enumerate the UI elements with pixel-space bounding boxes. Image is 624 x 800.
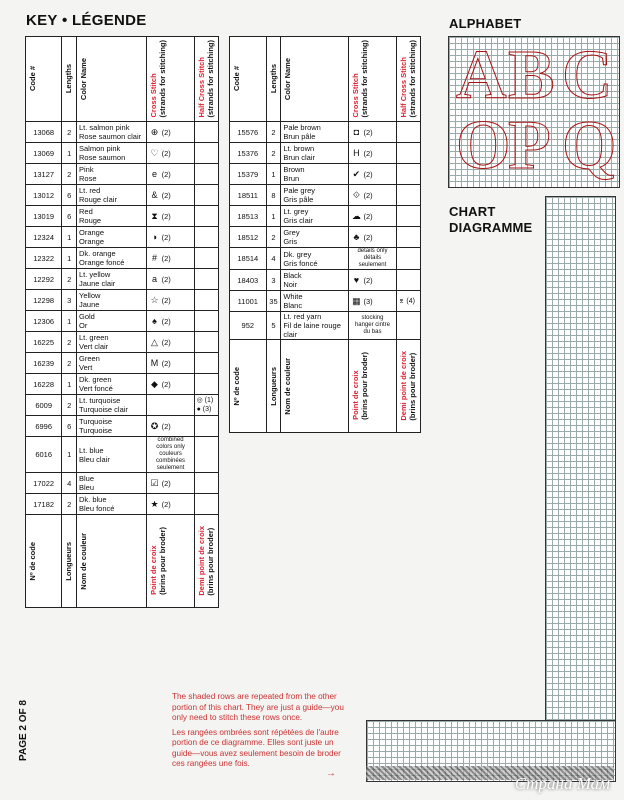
table-row [230,291,421,312]
length-count: 2 [266,227,281,248]
half-stitch-cell [396,164,420,185]
symbol-icon: ⧗ [151,210,158,221]
symbol-icon: ◑ [151,231,158,242]
length-count: 1 [62,248,77,269]
half-stitch-cell [194,311,218,332]
color-name: White Blanc [281,291,349,312]
color-name: Lt. grey Gris clair [281,206,349,227]
length-count: 4 [62,473,77,494]
length-count: 2 [62,269,77,290]
length-count: 1 [266,164,281,185]
cross-stitch-cell [147,395,194,416]
symbol-icon: ◘ [353,126,360,137]
color-code: 12324 [26,227,62,248]
symbol-icon: ♣ [353,231,360,242]
symbol-icon: # [151,252,157,263]
color-name: Turquoise Turquoise [77,416,147,437]
length-count: 35 [266,291,281,312]
half-stitch-cell [194,416,218,437]
half-stitch-cell [194,206,218,227]
color-code: 6996 [26,416,62,437]
symbol-icon: ♥ [353,274,360,285]
color-code: 12292 [26,269,62,290]
symbol-icon: ◆ [151,378,158,389]
cross-stitch-cell: stocking hanger cintre du bas [349,312,396,340]
arrow-icon: → [326,768,336,779]
header-code: Nº de code [230,340,267,433]
color-name: Pink Rose [77,164,147,185]
table-row [26,206,219,227]
half-stitch-cell: ◎ (1) ● (3) [194,395,218,416]
half-stitch-cell [396,122,420,143]
header-cs: Cross Stitch (strands for stitching) [147,37,194,122]
color-name: Salmon pink Rose saumon [77,143,147,164]
color-code: 18513 [230,206,267,227]
color-name: Lt. green Vert clair [77,332,147,353]
letter-a: A [456,37,515,114]
half-stitch-cell [194,227,218,248]
table-row [26,311,219,332]
color-name: Red Rouge [77,206,147,227]
table-row [230,248,421,270]
color-name: Pale grey Gris pâle [281,185,349,206]
header-lengths: Longueurs [62,515,77,608]
length-count: 4 [266,248,281,270]
symbol-icon: ⊕ [150,126,159,137]
header-cs: Point de croix (brins pour broder) [147,515,194,608]
header-code: Code # [230,37,267,122]
half-stitch-cell [194,494,218,515]
header-hs: Half Cross Stitch (strands for stitching) [396,37,420,122]
half-stitch-cell [396,185,420,206]
color-name: Lt. turquoise Turquoise clair [77,395,147,416]
table-row [26,269,219,290]
half-stitch-cell [396,270,420,291]
symbol-icon: ★ [150,498,159,509]
symbol-icon: ▦ [352,295,361,306]
color-name: Green Vert [77,353,147,374]
color-code: 12306 [26,311,62,332]
cross-stitch-cell: ★ (2) [147,494,194,515]
color-code: 18511 [230,185,267,206]
table-row [26,416,219,437]
color-code: 12322 [26,248,62,269]
header-code: Nº de code [26,515,62,608]
chart-grid [545,196,616,782]
half-stitch-cell [194,332,218,353]
symbol-icon: ☑ [150,477,159,488]
symbol-icon: ☁ [351,210,361,221]
table-row [230,143,421,164]
header-row-en [230,37,421,122]
cross-stitch-cell: ▦ (3) [349,291,396,312]
header-lengths: Longueurs [266,340,281,433]
color-name: Brown Brun [281,164,349,185]
cross-stitch-cell: H (2) [349,143,396,164]
note-french: Les rangées ombrées sont répétées de l'autre portion de ce diagramme. Elles sont juste un guide—vous avez seulement besoin de broder ces rangées une fois. [172,727,341,768]
table-row [26,164,219,185]
color-code: 16225 [26,332,62,353]
header-name: Color Name [281,37,349,122]
color-code: 16228 [26,374,62,395]
chart-title-en: CHART [449,204,496,219]
header-lengths: Lengths [266,37,281,122]
color-name: Gold Or [77,311,147,332]
half-stitch-cell [194,374,218,395]
half-stitch-cell [194,353,218,374]
cross-stitch-cell: & (2) [147,185,194,206]
cross-stitch-cell: ✪ (2) [147,416,194,437]
length-count: 2 [266,122,281,143]
shaded-rows-note [172,692,354,774]
page-number: PAGE 2 OF 8 [18,700,29,761]
half-stitch-cell [396,206,420,227]
header-name: Color Name [77,37,147,122]
color-code: 6009 [26,395,62,416]
length-count: 2 [62,164,77,185]
half-stitch-cell [396,312,420,340]
table-row [230,122,421,143]
color-code: 13068 [26,122,62,143]
table-row [26,248,219,269]
half-stitch-cell [194,290,218,311]
cross-stitch-cell: M (2) [147,353,194,374]
table-row [26,227,219,248]
header-name: Nom de couleur [77,515,147,608]
half-stitch-cell [194,143,218,164]
cross-stitch-cell: combined colors only couleurs combinées seulement [147,437,194,473]
letter-b: B [508,37,563,114]
half-stitch-cell [396,143,420,164]
symbol-icon: ☆ [150,294,159,305]
alphabet-letters [450,37,624,190]
color-name: Orange Orange [77,227,147,248]
length-count: 1 [62,437,77,473]
table-row [26,374,219,395]
color-code: 17182 [26,494,62,515]
color-code: 16239 [26,353,62,374]
half-stitch-cell [194,185,218,206]
color-name: Yellow Jaune [77,290,147,311]
cross-stitch-cell: ◘ (2) [349,122,396,143]
symbol-icon: ♠ [152,315,157,326]
table-row [26,185,219,206]
cross-stitch-cell: details only détails seulement [349,248,396,270]
half-stitch-cell [194,437,218,473]
length-count: 6 [62,416,77,437]
color-name: Lt. salmon pink Rose saumon clair [77,122,147,143]
color-code: 13012 [26,185,62,206]
cross-stitch-cell: ◑ (2) [147,227,194,248]
symbol-icon: ♡ [150,147,159,158]
cross-stitch-cell: ☆ (2) [147,290,194,311]
symbol-icon: ⟐ [352,189,360,200]
color-code: 12298 [26,290,62,311]
length-count: 6 [62,206,77,227]
length-count: 1 [62,311,77,332]
cross-stitch-cell: ♥ (2) [349,270,396,291]
color-name: Lt. brown Brun clair [281,143,349,164]
color-code: 952 [230,312,267,340]
table-row [26,122,219,143]
cross-stitch-cell: ♡ (2) [147,143,194,164]
cross-stitch-cell: a (2) [147,269,194,290]
table-row [230,227,421,248]
color-name: Dk. blue Bleu foncé [77,494,147,515]
length-count: 5 [266,312,281,340]
color-code: 11001 [230,291,267,312]
chart-title [449,204,532,236]
table-row [26,395,219,416]
cross-stitch-cell: e (2) [147,164,194,185]
length-count: 3 [266,270,281,291]
table-row [26,332,219,353]
header-row-fr [230,340,421,433]
length-count: 2 [62,122,77,143]
table-row [26,437,219,473]
header-row-fr [26,515,219,608]
cross-stitch-cell: ♠ (2) [147,311,194,332]
table-row [26,494,219,515]
half-stitch-cell [194,248,218,269]
symbol-icon: & [151,189,158,200]
symbol-icon: e [151,168,157,179]
color-name: Dk. orange Orange foncé [77,248,147,269]
color-code: 15379 [230,164,267,185]
table-row [230,270,421,291]
letter-p: P [508,107,559,184]
color-name: Dk. green Vert foncé [77,374,147,395]
symbol-icon: ✔ [352,168,361,179]
length-count: 8 [266,185,281,206]
cross-stitch-cell: ⊕ (2) [147,122,194,143]
table-row [230,312,421,340]
header-hs: Half Cross Stitch (strands for stitching) [194,37,218,122]
table-row [26,353,219,374]
cross-stitch-cell: ♣ (2) [349,227,396,248]
cross-stitch-cell: # (2) [147,248,194,269]
color-code: 15376 [230,143,267,164]
length-count: 1 [266,206,281,227]
cross-stitch-cell: ☑ (2) [147,473,194,494]
header-cs: Cross Stitch (strands for stitching) [349,37,396,122]
key-table-left [25,36,219,608]
color-name: Grey Gris [281,227,349,248]
length-count: 2 [62,332,77,353]
header-lengths: Lengths [62,37,77,122]
length-count: 1 [62,227,77,248]
chart-title-fr: DIAGRAMME [449,220,533,235]
watermark: Страна Мам [514,774,610,793]
length-count: 1 [62,143,77,164]
length-count: 2 [266,143,281,164]
table-row [26,473,219,494]
header-hs: Demi point de croix (brins pour broder) [396,340,420,433]
cross-stitch-cell: ☁ (2) [349,206,396,227]
color-code: 13069 [26,143,62,164]
length-count: 3 [62,290,77,311]
half-stitch-cell [194,122,218,143]
letter-o: O [456,107,519,184]
length-count: 2 [62,494,77,515]
cross-stitch-cell: ◆ (2) [147,374,194,395]
cross-stitch-cell: ⟐ (2) [349,185,396,206]
table-row [26,143,219,164]
table-row [230,164,421,185]
table-row [230,206,421,227]
color-code: 18403 [230,270,267,291]
half-stitch-cell [194,269,218,290]
header-code: Code # [26,37,62,122]
symbol-icon: M [150,357,159,368]
color-name: Lt. red Rouge clair [77,185,147,206]
half-stitch-cell [194,164,218,185]
half-stitch-cell: ⌆ (4) [396,291,420,312]
key-table-right [229,36,421,433]
color-name: Black Noir [281,270,349,291]
header-row-en [26,37,219,122]
symbol-icon: ✪ [150,420,159,431]
half-stitch-cell [396,227,420,248]
cross-stitch-cell: △ (2) [147,332,194,353]
header-name: Nom de couleur [281,340,349,433]
color-code: 18512 [230,227,267,248]
color-code: 18514 [230,248,267,270]
cross-stitch-cell: ⧗ (2) [147,206,194,227]
header-cs: Point de croix (brins pour broder) [349,340,396,433]
letter-c: C [562,37,621,114]
half-stitch-cell [194,473,218,494]
length-count: 2 [62,353,77,374]
symbol-icon: △ [151,336,158,347]
half-stitch-cell [396,248,420,270]
color-code: 13019 [26,206,62,227]
length-count: 1 [62,374,77,395]
color-code: 13127 [26,164,62,185]
color-name: Dk. grey Gris foncé [281,248,349,270]
color-code: 17022 [26,473,62,494]
color-code: 6016 [26,437,62,473]
color-code: 15576 [230,122,267,143]
color-name: Lt. yellow Jaune clair [77,269,147,290]
symbol-icon: a [151,273,157,284]
table-row [230,185,421,206]
color-name: Lt. blue Bleu clair [77,437,147,473]
length-count: 6 [62,185,77,206]
symbol-icon: H [353,147,360,158]
cross-stitch-cell: ✔ (2) [349,164,396,185]
color-name: Blue Bleu [77,473,147,494]
note-english: The shaded rows are repeated from the other portion of this chart. They are just a guide—you only need to stitch these rows once. [172,692,344,722]
length-count: 2 [62,395,77,416]
color-name: Lt. red yarn Fil de laine rouge clair [281,312,349,340]
key-title: KEY • LÉGENDE [26,12,147,29]
color-name: Pale brown Brun pâle [281,122,349,143]
table-row [26,290,219,311]
alphabet-title: ALPHABET [449,16,522,31]
letter-q: Q [562,107,624,184]
header-hs: Demi point de croix (brins pour broder) [194,515,218,608]
